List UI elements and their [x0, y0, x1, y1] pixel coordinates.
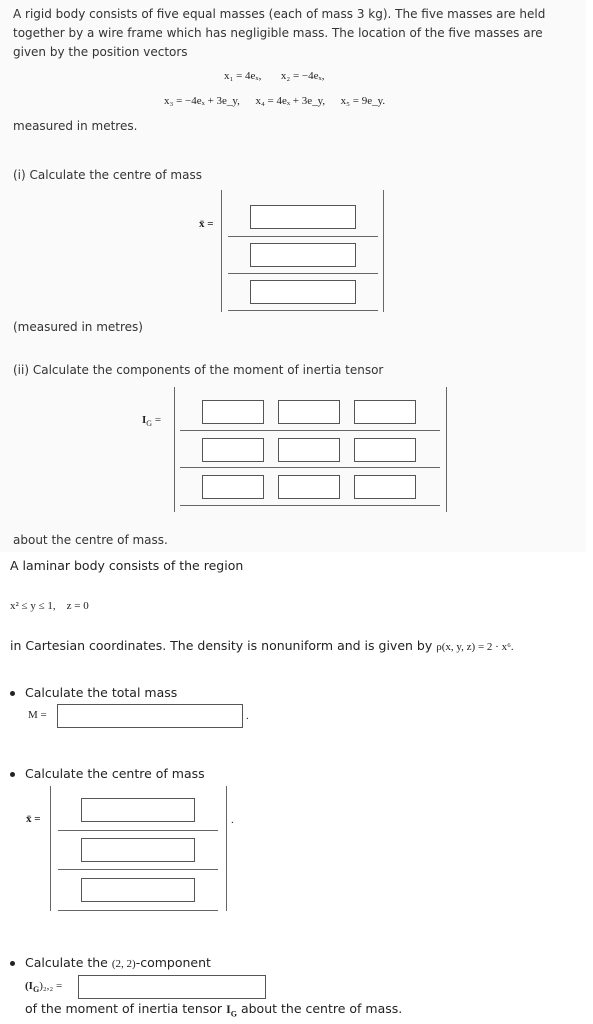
q2-bullet2: Calculate the centre of mass [25, 766, 205, 781]
positions-line1 [224, 70, 324, 82]
q2-intro: A laminar body consists of the region [10, 558, 244, 573]
q1-com-y-input[interactable] [250, 243, 356, 267]
ig-11-input[interactable] [202, 400, 264, 424]
total-mass-input[interactable] [57, 704, 243, 728]
q2-bullet1: Calculate the total mass [25, 685, 178, 700]
ig-12-input[interactable] [278, 400, 340, 424]
part1-label: (i) Calculate the centre of mass [13, 168, 202, 182]
q2-com-z-input[interactable] [81, 878, 195, 902]
com-period: . [231, 814, 234, 826]
ig-row-line [180, 505, 440, 506]
positions-line2 [164, 95, 385, 107]
q2-final-text: of the moment of inertia tensor $I_G$ about the centre of mass. [25, 1001, 403, 1019]
part1-units: (measured in metres) [13, 320, 143, 334]
ig-31-input[interactable] [202, 475, 264, 499]
ig-label: $I_G$ = [142, 414, 162, 429]
ig-21-input[interactable] [202, 438, 264, 462]
ig-23-input[interactable] [354, 438, 416, 462]
ig-row-line [180, 430, 440, 431]
ig-row-line [180, 467, 440, 468]
pos-x5: x₅ = 9e_y. [340, 95, 386, 107]
ig-32-input[interactable] [278, 475, 340, 499]
ig-33-input[interactable] [354, 475, 416, 499]
ig-right-bar [446, 387, 447, 512]
measured-text: measured in metres. [13, 119, 138, 133]
ig-13-input[interactable] [354, 400, 416, 424]
q2-row-line [58, 910, 218, 911]
q2-xbar-label: x̄ = [26, 813, 41, 825]
bullet-dot [10, 961, 15, 966]
q1-vec-left-bar [221, 190, 222, 312]
q2-coords-text: in Cartesian coordinates. The density is nonuniform and is given by ρ(x, y, z) = 2 · x⁶. [10, 638, 514, 653]
part2-label: (ii) Calculate the components of the moment of inertia tensor [13, 363, 384, 377]
ig22-label: $(I_G)_2,_2$ = [25, 980, 63, 995]
q2-com-y-input[interactable] [81, 838, 195, 862]
bullet-dot [10, 691, 15, 696]
pos-x2: x₂ = −4eₓ, [280, 70, 325, 82]
q1-row-line [228, 273, 378, 274]
q1-row-line [228, 236, 378, 237]
about-com: about the centre of mass. [13, 533, 168, 547]
q2-row-line [58, 869, 218, 870]
pos-x3: x₃ = −4eₓ + 3e_y, [164, 95, 240, 107]
bullet-dot [10, 772, 15, 777]
q2-region: x² ≤ y ≤ 1, z = 0 [10, 600, 89, 612]
ig-left-bar [174, 387, 175, 512]
ig22-input[interactable] [78, 975, 266, 999]
q1-xbar-label: x̄ = [199, 218, 214, 230]
q2-bullet3: Calculate the (2, 2)-component [25, 955, 211, 970]
mass-period: . [246, 710, 249, 722]
q2-vec-left-bar [50, 786, 51, 911]
q2-com-x-input[interactable] [81, 798, 195, 822]
q1-intro: A rigid body consists of five equal masses (each of mass 3 kg). The five masses are held together by a wire frame which has negligible mass. The location of the five masses are given by the position vectors [13, 7, 546, 59]
q2-vec-right-bar [226, 786, 227, 911]
q1-row-line [228, 310, 378, 311]
pos-x4: x₄ = 4eₓ + 3e_y, [255, 95, 326, 107]
pos-x1: x₁ = 4eₓ, [224, 70, 262, 82]
ig-22-input[interactable] [278, 438, 340, 462]
q1-vec-right-bar [383, 190, 384, 312]
q2-density: ρ(x, y, z) = 2 · x⁶. [436, 641, 514, 653]
q1-com-x-input[interactable] [250, 205, 356, 229]
q2-row-line [58, 830, 218, 831]
mass-label: M = [28, 709, 47, 721]
q1-com-z-input[interactable] [250, 280, 356, 304]
